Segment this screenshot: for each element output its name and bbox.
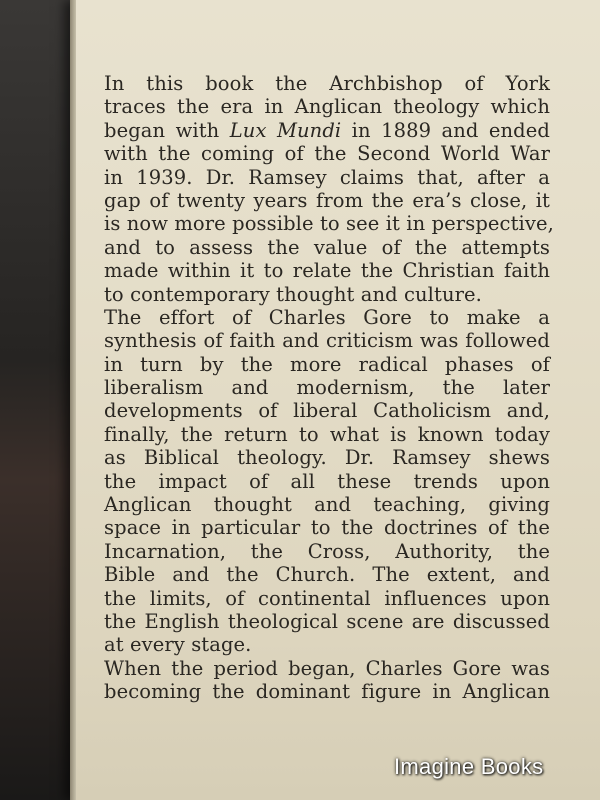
blurb-line: the limits, of continental influences upon <box>104 586 550 610</box>
blurb-line: traces the era in Anglican theology which <box>104 95 550 119</box>
blurb-line: at every stage. <box>104 633 252 657</box>
blurb-line: developments of liberal Catholicism and, <box>104 399 550 423</box>
blurb-line: Anglican thought and teaching, giving <box>104 493 550 517</box>
blurb-line: the English theological scene are discussed <box>104 609 550 633</box>
blurb-line: made within it to relate the Christian faith <box>104 259 550 283</box>
blurb-line: Bible and the Church. The extent, and <box>104 563 550 587</box>
page-edge <box>70 0 76 800</box>
blurb-line: synthesis of faith and criticism was followed <box>104 329 550 353</box>
blurb-line: The effort of Charles Gore to make a <box>104 305 550 329</box>
book-title-italic: Lux Mundi <box>229 118 342 142</box>
blurb-line: In this book the Archbishop of York <box>104 72 550 95</box>
blurb-line-with-title <box>104 119 550 142</box>
blurb-line: is now more possible to see it in perspective, <box>104 212 554 236</box>
blurb-line-segment: in 1889 and ended <box>341 118 550 142</box>
blurb-line: becoming the dominant figure in Anglican <box>104 680 550 704</box>
blurb-line: in 1939. Dr. Ramsey claims that, after a <box>104 165 550 189</box>
blurb-line: and to assess the value of the attempts <box>104 235 550 259</box>
blurb-line: space in particular to the doctrines of the <box>104 516 550 540</box>
blurb-line: liberalism and modernism, the later <box>104 376 550 400</box>
blurb-line: gap of twenty years from the era’s close, it <box>104 188 550 212</box>
blurb-line: the impact of all these trends upon <box>104 469 550 493</box>
blurb-line: When the period began, Charles Gore was <box>104 656 550 680</box>
watermark-text: Imagine Books <box>394 754 544 779</box>
blurb-line-segment: began with <box>104 118 230 142</box>
blurb-text <box>104 72 554 704</box>
blurb-line: finally, the return to what is known today <box>104 422 550 446</box>
blurb-line: with the coming of the Second World War <box>104 142 550 166</box>
blurb-line: as Biblical theology. Dr. Ramsey shews <box>104 446 550 470</box>
blurb-line: in turn by the more radical phases of <box>104 352 550 376</box>
book-spine-shadow <box>0 0 80 800</box>
blurb-line: to contemporary thought and culture. <box>104 282 482 306</box>
blurb-line: Incarnation, the Cross, Authority, the <box>104 539 550 563</box>
